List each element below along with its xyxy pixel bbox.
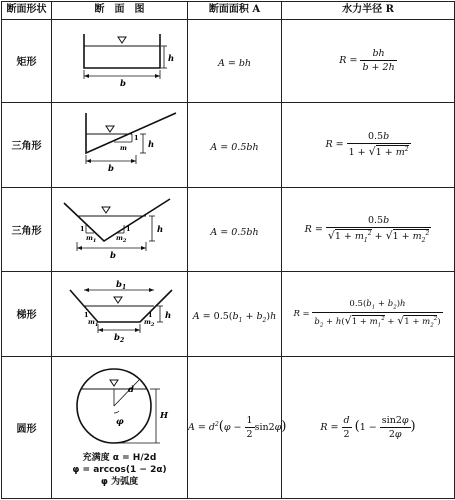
header-radius: 水力半径 R <box>282 2 455 20</box>
radius-formula-v-triangle: R = $\frac{0.5b}{√1 + m_1^2 + √1 + m_2^2}$ <box>304 214 430 244</box>
area-formula <box>188 356 287 498</box>
shape-name: 三角形 <box>2 187 52 272</box>
circle-caption <box>52 452 187 488</box>
table-row <box>2 272 455 357</box>
water-level-triangle-icon <box>106 126 114 132</box>
svg-text:m2: $m_2$ <box>143 317 154 328</box>
svg-text:b: b <box>119 78 126 89</box>
svg-text:m1: $m_1$ <box>85 234 96 245</box>
radius-formula <box>282 272 455 357</box>
svg-text:m: m <box>119 143 127 152</box>
circle-section-diagram <box>60 366 180 448</box>
v-triangle-section-diagram <box>60 191 180 263</box>
fill-degree-caption: 充满度 α = H/2d <box>82 453 157 464</box>
svg-text:1: 1 <box>125 225 131 234</box>
svg-text:1: 1 <box>147 310 153 319</box>
radius-formula-trapezoid: R = $\frac{0.5(b_1 + b_2)h}{b_2 + h(√1 + m_1^2 + √1 + m_2^2)}$ <box>293 299 441 329</box>
svg-text:h: h <box>156 225 163 236</box>
area-formula <box>188 19 282 103</box>
svg-text:b: b <box>107 163 114 174</box>
section-diagram-rectangle <box>52 19 188 103</box>
svg-text:h: h <box>167 53 174 64</box>
radius-formula-triangle: R = $\frac{0.5b}{1 + √1 + m^2}$ <box>325 131 409 159</box>
table-row <box>2 356 455 498</box>
area-formula <box>188 187 282 272</box>
svg-text:1: 1 <box>133 133 139 142</box>
table-row <box>2 103 455 188</box>
shape-name: 梯形 <box>2 272 52 357</box>
water-level-triangle-icon <box>110 380 118 386</box>
svg-text:m1: $m_1$ <box>87 317 98 328</box>
shape-name: 矩形 <box>2 19 52 103</box>
water-level-triangle-icon <box>102 207 110 213</box>
section-diagram-circle <box>52 356 188 498</box>
svg-text:m2: $m_2$ <box>115 234 126 245</box>
table-row <box>2 187 455 272</box>
svg-text:b2: $b_2$ <box>113 332 124 344</box>
area-formula <box>188 103 282 188</box>
header-shape: 断面形状 <box>2 2 52 20</box>
area-formula-text: A = bh <box>217 58 252 70</box>
phi-caption: φ = arccos(1 − 2α) <box>72 465 167 476</box>
header-section: 断 面 图 <box>52 2 188 20</box>
triangle-section-diagram <box>60 107 180 179</box>
water-level-triangle-icon <box>118 37 126 43</box>
svg-text:d: d <box>127 385 134 396</box>
header-row <box>2 2 455 20</box>
shape-name: 圆形 <box>2 356 52 498</box>
section-diagram-trapezoid <box>52 272 188 357</box>
area-formula <box>188 272 282 357</box>
svg-text:h: h <box>164 310 171 321</box>
radius-formula <box>282 187 455 272</box>
area-formula-text: A = 0.5bh <box>210 142 259 154</box>
trapezoid-section-diagram <box>60 276 180 348</box>
rectangle-section-diagram <box>60 24 180 94</box>
svg-text:b: b <box>109 251 116 262</box>
radian-caption: φ 为弧度 <box>100 477 139 488</box>
area-formula-trapezoid: $A = 0.5(b_1 + b_2)h$ <box>192 310 277 324</box>
radius-formula <box>282 356 455 498</box>
svg-text:H: H <box>159 411 168 422</box>
hydraulic-radius-table <box>1 1 455 499</box>
section-diagram-triangle <box>52 103 188 188</box>
svg-text:b1: $b_1$ <box>115 279 126 291</box>
water-level-triangle-icon <box>114 297 122 303</box>
shape-name: 三角形 <box>2 103 52 188</box>
section-diagram-v-triangle <box>52 187 188 272</box>
area-formula-circle: $A = d^2(\varphi$ − $\frac{1}{2}$ sin2φ) <box>188 414 287 440</box>
radius-formula <box>282 103 455 188</box>
table-row <box>2 19 455 103</box>
svg-text:1: 1 <box>83 310 89 319</box>
radius-formula-rectangle: R = $\frac{bh}{b + 2h}$ <box>339 48 395 74</box>
svg-text:h: h <box>147 139 154 150</box>
header-area: 断面面积 A <box>188 2 282 20</box>
svg-text:φ: φ <box>115 417 124 428</box>
radius-formula-circle: R = $\frac{d}{2}$ (1 − $\frac{\sin 2\varphi}{2\varphi}$ ) <box>320 414 416 440</box>
area-formula-text: A = 0.5bh <box>210 226 259 238</box>
radius-formula <box>282 19 455 103</box>
svg-text:1: 1 <box>79 225 85 234</box>
